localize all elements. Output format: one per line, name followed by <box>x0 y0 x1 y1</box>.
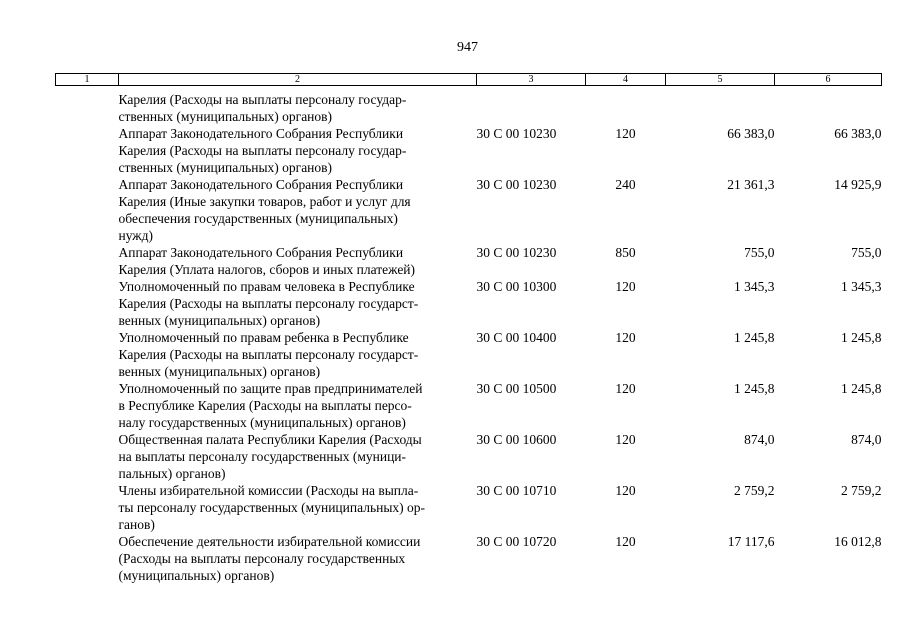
cell-target-code: 30 С 00 10710 <box>476 483 557 498</box>
cell-empty <box>56 176 119 244</box>
cell-amount-col5: 1 245,8 <box>734 330 775 345</box>
cell-empty <box>56 431 119 482</box>
cell-amount-col5: 1 345,3 <box>734 279 775 294</box>
cell-empty <box>56 244 119 278</box>
cell-empty <box>56 380 119 431</box>
column-header-1: 1 <box>56 74 119 86</box>
cell-amount-col5 <box>666 86 775 126</box>
cell-target-code: 30 С 00 10230 <box>476 177 557 192</box>
cell-amount-col6: 1 245,8 <box>841 330 882 345</box>
column-header-6: 6 <box>775 74 882 86</box>
cell-amount-col5: 66 383,0 <box>727 126 775 141</box>
cell-expense-name: Обеспечение деятельности избирательной комиссии (Расходы на выплаты персоналу государственных (муниципальных) органов) <box>118 534 421 583</box>
cell-amount-col5: 1 245,8 <box>734 381 775 396</box>
cell-expense-kind: 850 <box>615 245 636 260</box>
column-header-5: 5 <box>666 74 775 86</box>
table-row <box>56 176 882 244</box>
table-row <box>56 431 882 482</box>
table-row <box>56 125 882 176</box>
cell-expense-kind: 120 <box>615 534 636 549</box>
cell-target-code: 30 С 00 10230 <box>476 126 557 141</box>
cell-expense-name: Уполномоченный по правам человека в Республике Карелия (Расходы на выплаты персоналу государст- венных (муниципальных) органов) <box>118 279 419 328</box>
page-number: 947 <box>457 40 478 55</box>
cell-target-code: 30 С 00 10400 <box>476 330 557 345</box>
cell-empty <box>56 86 119 126</box>
table-row <box>56 482 882 533</box>
cell-expense-kind: 120 <box>615 126 636 141</box>
cell-empty <box>56 329 119 380</box>
cell-amount-col6: 874,0 <box>851 432 882 447</box>
cell-expense-name: Члены избирательной комиссии (Расходы на выпла- ты персоналу государственных (муниципальных) ор- ганов) <box>118 483 426 532</box>
cell-amount-col5: 755,0 <box>744 245 775 260</box>
cell-expense-kind: 120 <box>615 432 636 447</box>
cell-amount-col6: 2 759,2 <box>841 483 882 498</box>
cell-expense-name: Аппарат Законодательного Собрания Республики Карелия (Иные закупки товаров, работ и услуг для обеспечения государственных (муниципальных) нужд) <box>118 177 411 243</box>
column-header-3: 3 <box>477 74 586 86</box>
table-header <box>56 74 882 86</box>
table-row <box>56 533 882 584</box>
cell-expense-name: Аппарат Законодательного Собрания Республики Карелия (Расходы на выплаты персоналу государ- ственных (муниципальных) органов) <box>118 126 407 175</box>
cell-expense-kind: 120 <box>615 483 636 498</box>
table-row <box>56 380 882 431</box>
table-row <box>56 244 882 278</box>
cell-expense-name: Уполномоченный по защите прав предпринимателей в Республике Карелия (Расходы на выплаты персо- налу государственных (муниципальных) органов) <box>118 381 423 430</box>
cell-empty <box>56 278 119 329</box>
cell-amount-col5: 21 361,3 <box>727 177 775 192</box>
cell-expense-kind: 120 <box>615 381 636 396</box>
cell-expense-kind: 120 <box>615 330 636 345</box>
cell-amount-col6: 66 383,0 <box>834 126 882 141</box>
cell-target-code: 30 С 00 10600 <box>476 432 557 447</box>
cell-target-code: 30 С 00 10300 <box>476 279 557 294</box>
table-row <box>56 329 882 380</box>
cell-amount-col6: 1 345,3 <box>841 279 882 294</box>
cell-expense-name: Карелия (Расходы на выплаты персоналу государ- ственных (муниципальных) органов) <box>118 92 407 124</box>
table-row <box>56 86 882 126</box>
cell-amount-col6: 755,0 <box>851 245 882 260</box>
cell-empty <box>56 125 119 176</box>
cell-expense-kind: 240 <box>615 177 636 192</box>
cell-amount-col6: 16 012,8 <box>834 534 882 549</box>
budget-table <box>55 73 882 584</box>
cell-expense-name: Аппарат Законодательного Собрания Республики Карелия (Уплата налогов, сборов и иных платежей) <box>118 245 416 277</box>
cell-target-code: 30 С 00 10230 <box>476 245 557 260</box>
column-header-4: 4 <box>586 74 666 86</box>
cell-amount-col6 <box>775 86 882 126</box>
header-row <box>56 74 882 86</box>
cell-empty <box>56 482 119 533</box>
cell-empty <box>56 533 119 584</box>
table-body <box>56 86 882 585</box>
cell-target-code: 30 С 00 10500 <box>476 381 557 396</box>
cell-amount-col5: 17 117,6 <box>727 534 775 549</box>
cell-amount-col5: 874,0 <box>744 432 775 447</box>
cell-amount-col6: 1 245,8 <box>841 381 882 396</box>
cell-expense-name: Общественная палата Республики Карелия (Расходы на выплаты персоналу государственных (муници- пальных) органов) <box>118 432 422 481</box>
cell-expense-kind <box>586 86 666 126</box>
cell-target-code: 30 С 00 10720 <box>476 534 557 549</box>
table-row <box>56 278 882 329</box>
cell-target-code <box>477 86 586 126</box>
column-header-2: 2 <box>119 74 477 86</box>
cell-amount-col5: 2 759,2 <box>734 483 775 498</box>
cell-amount-col6: 14 925,9 <box>834 177 882 192</box>
cell-expense-kind: 120 <box>615 279 636 294</box>
cell-expense-name: Уполномоченный по правам ребенка в Республике Карелия (Расходы на выплаты персоналу государст- венных (муниципальных) органов) <box>118 330 419 379</box>
